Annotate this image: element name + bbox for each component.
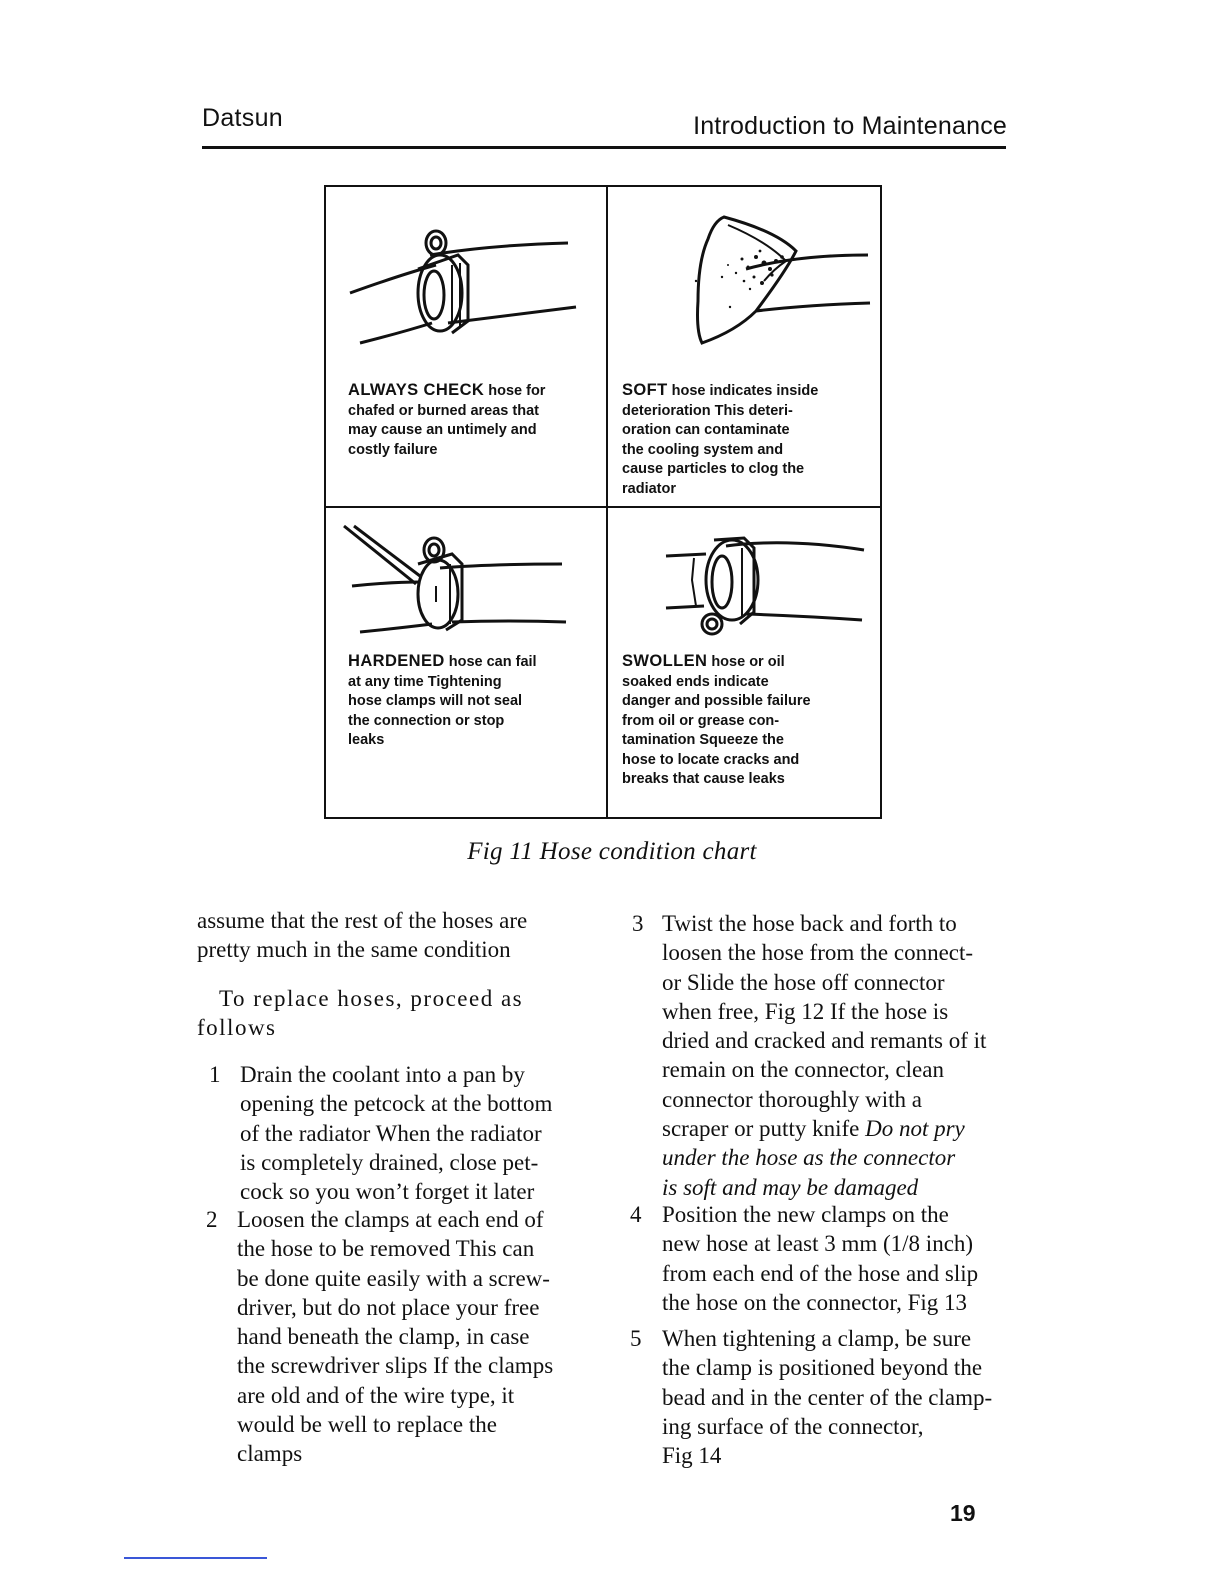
item-3-text: Twist the hose back and forth to loosen the hose from the connect- or Slide the hose off connector when free, Fig 12 If the hose is dried and cracked and remants of it remain on the connector, clean connector thoroughly with a scraper or putty knife [662,911,987,1142]
soft-hose-icon [636,211,876,351]
swollen-hose-icon [636,520,876,640]
clamped-hose-icon [340,225,580,355]
footer-line [124,1557,267,1559]
chart-cell-always-check [326,187,606,506]
running-header-left: Datsun [202,104,284,132]
caption-always-check: ALWAYS CHECK hose for chafed or burned areas that may cause an untimely and costly failure [348,381,546,458]
chart-cell-soft [608,187,880,506]
figure-caption: Fig 11 Hose condition chart [467,838,757,865]
item-3-caution: Do not pry under the hose as the connector is soft and may be damaged [662,1116,965,1200]
header-rule [202,146,1006,149]
paragraph-continued: assume that the rest of the hoses are pretty much in the same condition [197,908,528,963]
caption-swollen: SWOLLEN hose or oil soaked ends indicate danger and possible failure from oil or grease con- tamination Squeeze the hose to locate cracks and breaks that cause leaks [622,652,811,787]
caption-soft: SOFT hose indicates inside deterioration This deteri- oration can contaminate the cooling system and cause particles to clog the radiator [622,381,819,497]
chart-cell-swollen [608,508,880,817]
running-header-right: Introduction to Maintenance [693,112,1007,140]
caption-hardened: HARDENED hose can fail at any time Tightening hose clamps will not seal the connection or stop leaks [348,652,537,748]
paragraph-intro-steps: To replace hoses, proceed as follows [197,986,524,1041]
page-number: 19 [950,1500,976,1526]
hardened-hose-icon [340,524,580,644]
hose-condition-chart [324,185,882,819]
chart-cell-hardened [326,508,606,817]
